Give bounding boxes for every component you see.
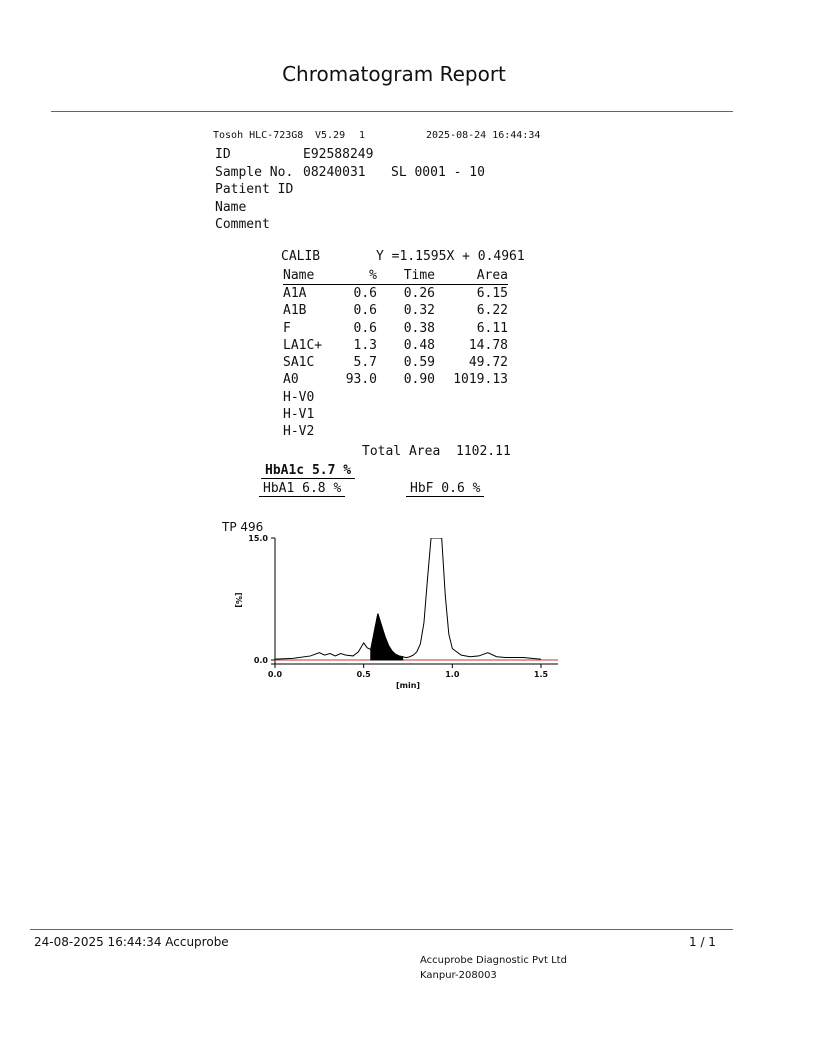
table-row (283, 354, 508, 371)
instrument-datetime: 2025-08-24 16:44:34 (426, 130, 541, 141)
report-title: Chromatogram Report (282, 62, 506, 86)
instrument-version: V5.29 (315, 130, 346, 141)
patient-id-label: Patient ID (215, 182, 294, 197)
id-value: E92588249 (303, 147, 374, 162)
cell-name: F (283, 320, 291, 336)
cell-name: H-V0 (283, 389, 315, 405)
cell-percent (345, 389, 377, 406)
instrument-model: Tosoh HLC-723G8 (213, 130, 304, 141)
cell-name: SA1C (283, 355, 315, 371)
hba1c-result: HbA1c 5.7 % (261, 463, 355, 479)
peak-fill-sa1c (371, 614, 403, 660)
y-tick-label: 15.0 (248, 534, 268, 543)
cell-percent: 0.6 (353, 320, 377, 336)
results-table (283, 267, 508, 441)
footer-page-number: 1 / 1 (689, 935, 716, 949)
cell-time: 0.90 (403, 372, 435, 388)
table-row (283, 423, 508, 440)
cell-area: 14.78 (468, 337, 508, 353)
total-area-label: Total Area (362, 444, 441, 459)
results-header-row (283, 267, 508, 285)
cell-name: H-V2 (283, 424, 315, 440)
name-label: Name (215, 200, 247, 215)
cell-name: A0 (283, 372, 299, 388)
col-header-area: Area (435, 267, 508, 285)
col-header-time: Time (377, 267, 435, 285)
sample-no-label: Sample No. (215, 165, 294, 180)
hbf-result: HbF 0.6 % (406, 481, 484, 497)
cell-percent: 0.6 (353, 303, 377, 319)
cell-area: 49.72 (468, 355, 508, 371)
x-tick-label: 1.5 (533, 670, 549, 679)
table-row (283, 285, 508, 303)
col-header-percent: % (345, 267, 377, 285)
comment-label: Comment (215, 217, 270, 232)
tp-label: TP 496 (222, 520, 264, 534)
x-axis-label: [min] (395, 681, 421, 690)
cell-area: 6.11 (476, 320, 508, 336)
cell-name: LA1C+ (283, 337, 323, 353)
y-axis-label: [%] (234, 592, 243, 608)
hba1-result: HbA1 6.8 % (259, 481, 345, 497)
total-area-value: 1102.11 (456, 444, 511, 459)
id-label: ID (215, 147, 231, 162)
footer-company: Accuprobe Diagnostic Pvt Ltd (420, 955, 567, 966)
calib-equation: Y =1.1595X + 0.4961 (376, 249, 525, 264)
table-row (283, 337, 508, 354)
cell-time (377, 406, 435, 423)
footer-divider (30, 929, 733, 930)
cell-time: 0.32 (403, 303, 435, 319)
cell-area: 6.22 (476, 303, 508, 319)
footer-datetime-user: 24-08-2025 16:44:34 Accuprobe (34, 935, 229, 949)
cell-percent: 5.7 (353, 355, 377, 371)
x-tick-label: 1.0 (445, 670, 460, 679)
cell-area (435, 423, 508, 440)
cell-time: 0.38 (403, 320, 435, 336)
chromatogram-chart (0, 510, 816, 710)
sl-value: SL 0001 - 10 (391, 165, 485, 180)
cell-area (435, 389, 508, 406)
y-tick-label: 0.0 (253, 656, 268, 665)
cell-time: 0.59 (403, 355, 435, 371)
table-row (283, 371, 508, 388)
cell-name: A1B (283, 303, 307, 319)
cell-area: 1019.13 (453, 372, 508, 388)
chromatogram-trace (275, 538, 541, 659)
x-tick-label: 0.0 (267, 670, 283, 679)
table-row (283, 302, 508, 319)
instrument-flag: 1 (359, 130, 366, 141)
cell-time (377, 423, 435, 440)
cell-name: H-V1 (283, 407, 315, 423)
cell-percent (345, 423, 377, 440)
cell-percent: 0.6 (353, 286, 377, 301)
footer-address: Kanpur-208003 (420, 970, 497, 981)
x-tick-label: 0.5 (356, 670, 371, 679)
cell-percent: 93.0 (345, 372, 377, 388)
col-header-name: Name (283, 267, 345, 285)
title-divider (51, 111, 733, 112)
cell-area (435, 406, 508, 423)
cell-time: 0.48 (403, 337, 435, 353)
sample-no-value: 08240031 (303, 165, 366, 180)
cell-area: 6.15 (476, 286, 508, 301)
cell-percent (345, 406, 377, 423)
calib-label: CALIB (281, 249, 321, 264)
cell-time: 0.26 (403, 286, 435, 301)
cell-percent: 1.3 (353, 337, 377, 353)
table-row (283, 389, 508, 406)
table-row (283, 320, 508, 337)
table-row (283, 406, 508, 423)
cell-name: A1A (283, 286, 307, 301)
cell-time (377, 389, 435, 406)
